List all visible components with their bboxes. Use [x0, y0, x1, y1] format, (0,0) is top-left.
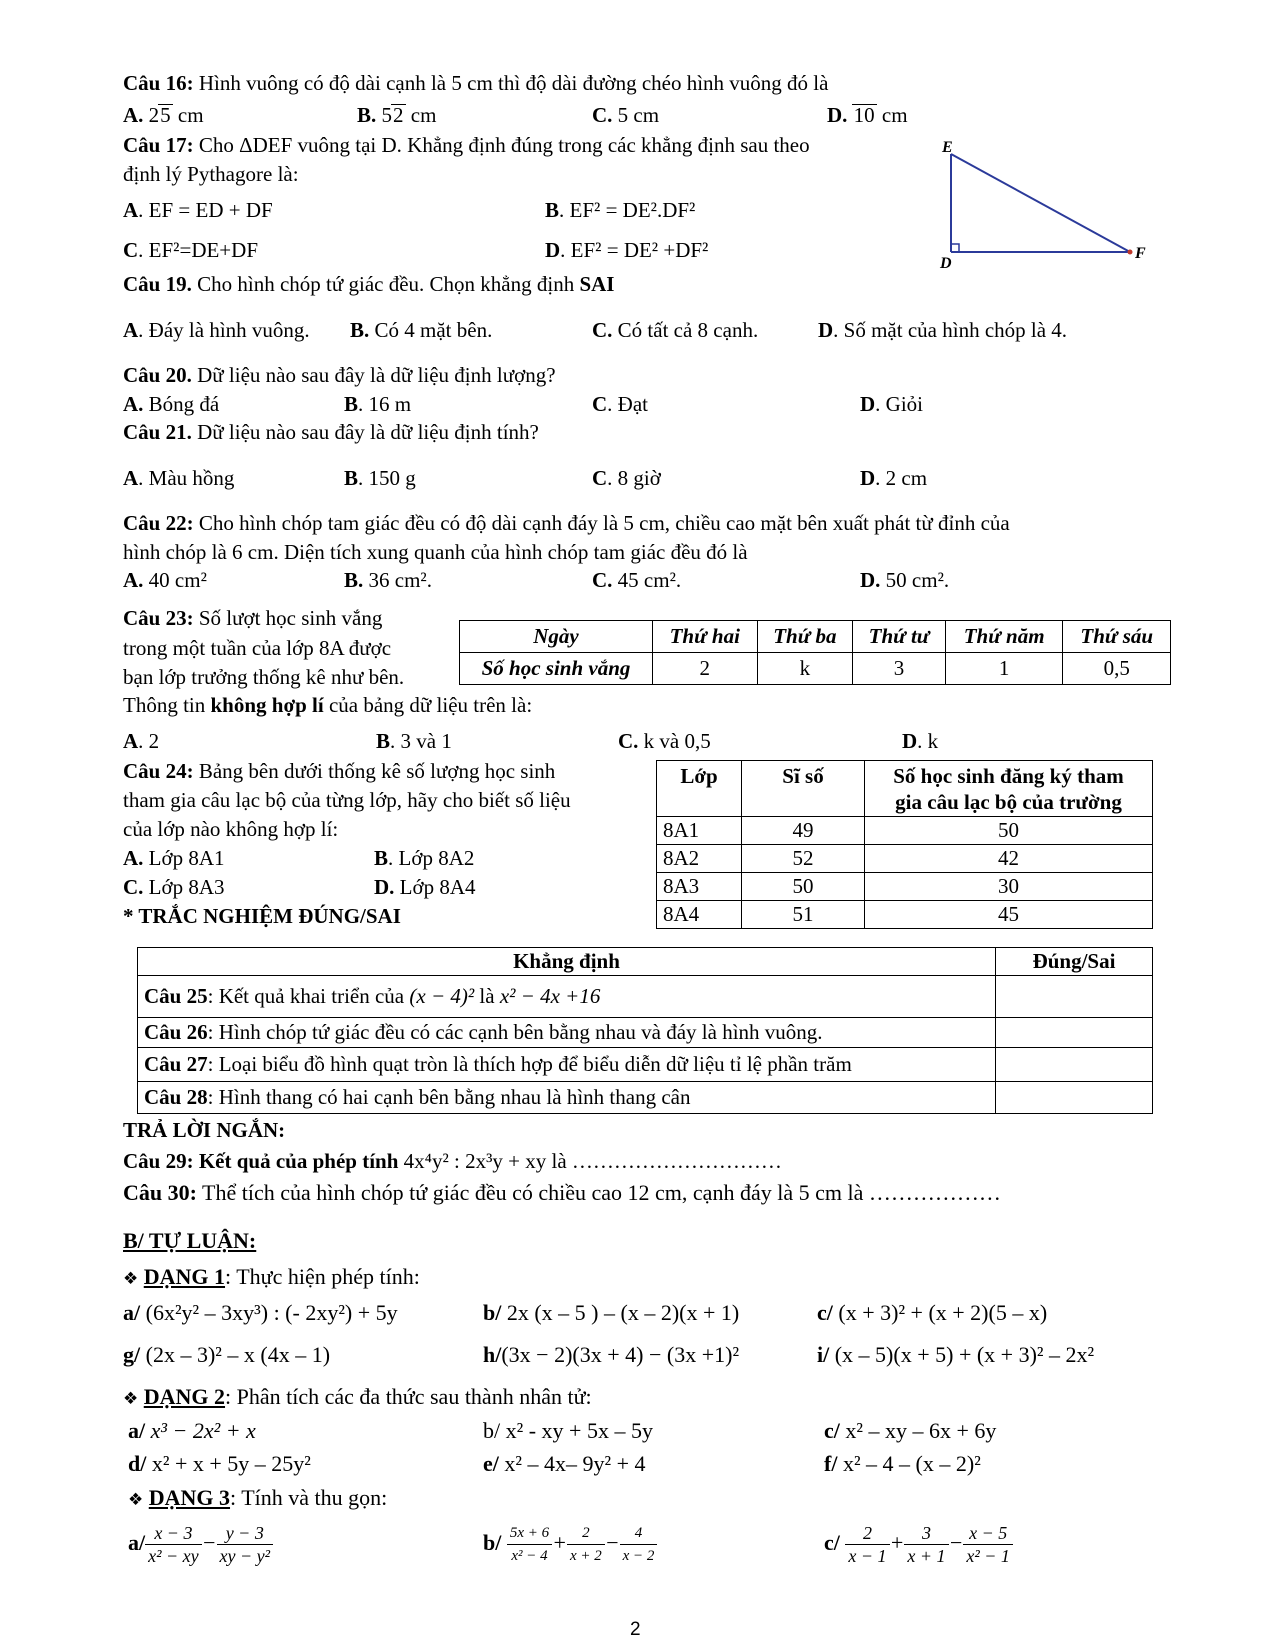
q24-option-d: D. Lớp 8A4: [374, 875, 476, 899]
club-cell: 51: [742, 901, 865, 929]
type2-a: a/ x³ − 2x² + x: [128, 1418, 256, 1443]
tf-statement-25: Câu 25: Kết quả khai triển của (x − 4)² là x² − 4x +16: [138, 976, 996, 1018]
absence-header-fri: Thứ sáu: [1063, 621, 1171, 653]
page-number: 2: [630, 1619, 641, 1640]
absence-cell: 0,5: [1063, 653, 1171, 685]
type2-f: f/ x² – 4 – (x – 2)²: [824, 1451, 981, 1476]
q23-stem-2: trong một tuần của lớp 8A được: [123, 636, 392, 660]
club-header-size: Sĩ số: [742, 761, 865, 817]
absence-header-tue: Thứ ba: [757, 621, 853, 653]
q22-option-c: C. 45 cm².: [592, 568, 682, 592]
q24-stem: Câu 24: Bảng bên dưới thống kê số lượng học sinh: [123, 759, 556, 783]
q23-stem-4: Thông tin không hợp lí của bảng dữ liệu trên là:: [123, 693, 533, 717]
vertex-d-label: D: [940, 255, 952, 270]
q23-option-a: A. 2: [123, 729, 160, 753]
q21-option-b: B. 150 g: [344, 466, 416, 490]
tf-answer-cell[interactable]: [996, 976, 1153, 1018]
q20-option-a: A. Bóng đá: [123, 392, 220, 416]
type3-c: c/ $\frac{2}{x - 1}$ + $\frac{3}{x + 1}$ − $\frac{x - 5}{\text{x² − 1}}$: [824, 1515, 1013, 1571]
q22-option-d: D. 50 cm².: [860, 568, 950, 592]
type1-c: c/ (x + 3)² + (x + 2)(5 – x): [817, 1300, 1048, 1325]
tf-header-answer: Đúng/Sai: [996, 948, 1153, 976]
tf-answer-cell[interactable]: [996, 1018, 1153, 1048]
q17-option-c: C. EF²=DE+DF: [123, 238, 258, 262]
essay-title: B/ TỰ LUẬN:: [123, 1228, 257, 1253]
tf-statement-28: Câu 28: Hình thang có hai cạnh bên bằng nhau là hình thang cân: [138, 1082, 996, 1114]
q16-option-c: C. 5 cm: [592, 103, 660, 127]
club-header-class: Lớp: [657, 761, 742, 817]
club-cell: 50: [865, 817, 1153, 845]
type2-b: b/ x² - xy + 5x – 5y: [483, 1418, 653, 1443]
club-cell: 50: [742, 873, 865, 901]
q23-option-c: C. k và 0,5: [618, 729, 711, 753]
club-header-registered: Số học sinh đăng ký tham gia câu lạc bộ của trường: [865, 761, 1153, 817]
type1-g: g/ (2x – 3)² – x (4x – 1): [123, 1342, 331, 1367]
true-false-section-title: * TRẮC NGHIỆM ĐÚNG/SAI: [123, 904, 401, 928]
triangle-def-figure: [930, 140, 1150, 270]
q17-option-a: A. EF = ED + DF: [123, 198, 273, 222]
q17-option-d: D. EF² = DE² +DF²: [545, 238, 709, 262]
q20-stem: Câu 20. Dữ liệu nào sau đây là dữ liệu định lượng?: [123, 363, 556, 387]
absence-table: [459, 620, 1171, 685]
tf-answer-cell[interactable]: [996, 1048, 1153, 1082]
absence-header-mon: Thứ hai: [653, 621, 758, 653]
q19-stem: Câu 19. Cho hình chóp tứ giác đều. Chọn khẳng định SAI: [123, 272, 615, 296]
q24-stem-2: tham gia câu lạc bộ của từng lớp, hãy cho biết số liệu: [123, 788, 571, 812]
q24-option-b: B. Lớp 8A2: [374, 846, 475, 870]
tf-statement-26: Câu 26: Hình chóp tứ giác đều có các cạnh bên bằng nhau và đáy là hình vuông.: [138, 1018, 996, 1048]
q23-stem: Câu 23: Số lượt học sinh vắng: [123, 606, 383, 630]
absence-cell: k: [757, 653, 853, 685]
q20-option-c: C. Đạt: [592, 392, 648, 416]
q20-option-b: B. 16 m: [344, 392, 412, 416]
club-table: [656, 760, 1153, 929]
q30: Câu 30: Thể tích của hình chóp tứ giác đều có chiều cao 12 cm, cạnh đáy là 5 cm là ………………: [123, 1180, 1001, 1205]
type1-b: b/ 2x (x – 5 ) – (x – 2)(x + 1): [483, 1300, 740, 1325]
absence-header-wed: Thứ tư: [853, 621, 946, 653]
absence-row-label: Số học sinh vắng: [460, 653, 653, 685]
type1-a: a/ (6x²y² – 3xy³) : (- 2xy²) + 5y: [123, 1300, 398, 1325]
true-false-table: [137, 947, 1153, 1114]
q17-option-b: B. EF² = DE².DF²: [545, 198, 696, 222]
type2-heading: ❖ DẠNG 2: Phân tích các đa thức sau thành nhân tử:: [123, 1384, 592, 1409]
q19-option-a: A. Đáy là hình vuông.: [123, 318, 310, 342]
q21-option-d: D. 2 cm: [860, 466, 928, 490]
club-cell: 8A4: [657, 901, 742, 929]
q20-option-d: D. Giỏi: [860, 392, 924, 416]
type1-h: h/(3x − 2)(3x + 4) − (3x +1)²: [483, 1342, 740, 1367]
club-cell: 8A1: [657, 817, 742, 845]
club-cell: 42: [865, 845, 1153, 873]
type1-heading: ❖ DẠNG 1: Thực hiện phép tính:: [123, 1264, 420, 1289]
q19-option-b: B. Có 4 mặt bên.: [350, 318, 493, 342]
type3-b: b/ $\frac{5x + 6}{\text{x² − 4}}$ + $\frac{2}{x + 2}$ − $\frac{4}{x - 2}$: [483, 1515, 657, 1571]
diamond-bullet-icon: ❖: [123, 1389, 139, 1409]
type3-heading: ❖ DẠNG 3: Tính và thu gọn:: [128, 1485, 388, 1510]
q21-option-a: A. Màu hồng: [123, 466, 235, 490]
club-cell: 49: [742, 817, 865, 845]
q16-option-a: A. 25 cm: [123, 103, 204, 127]
tf-answer-cell[interactable]: [996, 1082, 1153, 1114]
absence-cell: 2: [653, 653, 758, 685]
type2-e: e/ x² – 4x– 9y² + 4: [483, 1451, 646, 1476]
q23-stem-3: bạn lớp trưởng thống kê như bên.: [123, 665, 405, 689]
vertex-f-label: F: [1135, 245, 1146, 262]
q22-stem: Câu 22: Cho hình chóp tam giác đều có độ dài cạnh đáy là 5 cm, chiều cao mặt bên xuất phát từ đỉnh của: [123, 511, 1010, 535]
q24-option-a: A. Lớp 8A1: [123, 846, 225, 870]
absence-cell: 3: [853, 653, 946, 685]
q21-stem: Câu 21. Dữ liệu nào sau đây là dữ liệu định tính?: [123, 420, 539, 444]
absence-header-thu: Thứ năm: [945, 621, 1063, 653]
q24-stem-3: của lớp nào không hợp lí:: [123, 817, 339, 841]
absence-cell: 1: [945, 653, 1063, 685]
vertex-e-label: E: [942, 140, 953, 156]
q16-option-b: B. 52 cm: [357, 103, 437, 127]
type3-a: a/ $\frac{x - 3}{\text{x² − xy}}$ − $\frac{y - 3}{\text{xy − y²}}$: [128, 1515, 273, 1571]
q16-stem: Câu 16: Hình vuông có độ dài cạnh là 5 cm thì độ dài đường chéo hình vuông đó là: [123, 71, 829, 95]
type2-d: d/ x² + x + 5y – 25y²: [128, 1451, 311, 1476]
club-cell: 45: [865, 901, 1153, 929]
q17-stem: Câu 17: Cho ΔDEF vuông tại D. Khẳng định đúng trong các khẳng định sau theo: [123, 133, 810, 157]
q19-option-c: C. Có tất cả 8 cạnh.: [592, 318, 759, 342]
q24-option-c: C. Lớp 8A3: [123, 875, 225, 899]
short-answer-title: TRẢ LỜI NGẮN:: [123, 1118, 286, 1142]
absence-header-day: Ngày: [460, 621, 653, 653]
club-cell: 52: [742, 845, 865, 873]
q22-option-a: A. 40 cm²: [123, 568, 207, 592]
type1-i: i/ (x – 5)(x + 5) + (x + 3)² – 2x²: [817, 1342, 1095, 1367]
diamond-bullet-icon: ❖: [128, 1490, 144, 1510]
diamond-bullet-icon: ❖: [123, 1269, 139, 1289]
q22-stem-2: hình chóp là 6 cm. Diện tích xung quanh của hình chóp tam giác đều đó là: [123, 540, 748, 564]
club-cell: 30: [865, 873, 1153, 901]
q19-option-d: D. Số mặt của hình chóp là 4.: [818, 318, 1068, 342]
club-cell: 8A3: [657, 873, 742, 901]
q21-option-c: C. 8 giờ: [592, 466, 661, 490]
tf-statement-27: Câu 27: Loại biểu đồ hình quạt tròn là thích hợp để biểu diễn dữ liệu tỉ lệ phần trăm: [138, 1048, 996, 1082]
q23-option-b: B. 3 và 1: [376, 729, 452, 753]
q29: Câu 29: Kết quả của phép tính 4x⁴y² : 2x³y + xy là …………………………: [123, 1149, 782, 1173]
type2-c: c/ x² – xy – 6x + 6y: [824, 1418, 997, 1443]
club-cell: 8A2: [657, 845, 742, 873]
q22-option-b: B. 36 cm².: [344, 568, 432, 592]
tf-header-statement: Khẳng định: [138, 948, 996, 976]
q16-option-d: D. 10 cm: [827, 103, 908, 127]
q17-stem-2: định lý Pythagore là:: [123, 162, 299, 186]
q23-option-d: D. k: [902, 729, 939, 753]
